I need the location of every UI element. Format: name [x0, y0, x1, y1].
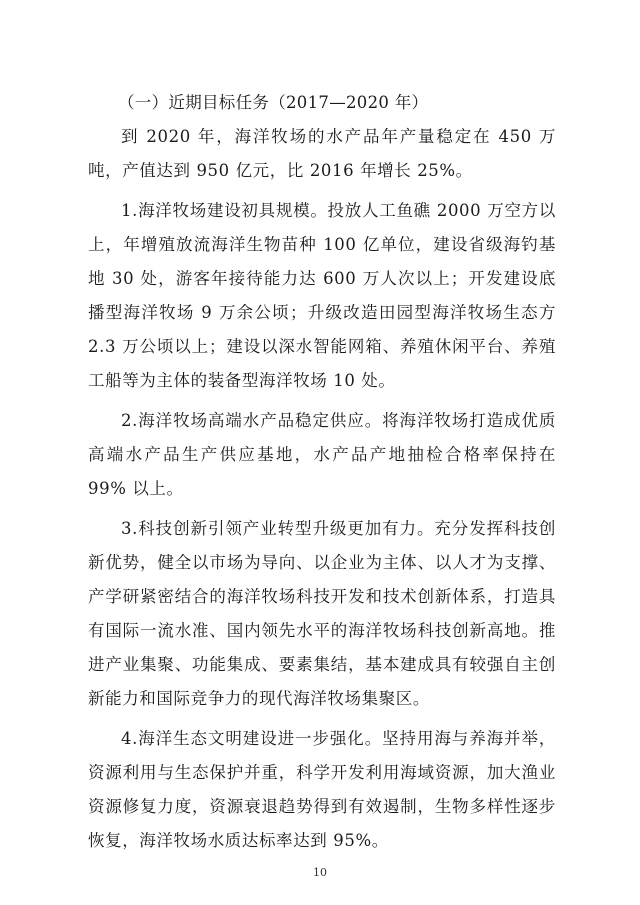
- document-body: [88, 86, 556, 858]
- paragraph-item-4: 4.海洋生态文明建设进一步强化。坚持用海与养海并举，资源利用与生态保护并重，科学开发利用海域资源，加大渔业资源修复力度，资源衰退趋势得到有效遏制，生物多样性逐步恢复，海洋牧场水质达标率达到 95%。: [88, 729, 556, 850]
- section-heading: （一）近期目标任务（2017—2020 年）: [118, 93, 429, 112]
- paragraph-overview: 到 2020 年，海洋牧场的水产品年产量稳定在 450 万吨，产值达到 950 亿元，比 2016 年增长 25%。: [88, 127, 556, 180]
- paragraph-item-2: 2.海洋牧场高端水产品稳定供应。将海洋牧场打造成优质高端水产品生产供应基地，水产品产地抽检合格率保持在 99% 以上。: [88, 411, 556, 498]
- page-number: 10: [313, 866, 327, 879]
- paragraph-item-3: 3.科技创新引领产业转型升级更加有力。充分发挥科技创新优势，健全以市场为导向、以企业为主体、以人才为支撑、产学研紧密结合的海洋牧场科技开发和技术创新体系，打造具有国际一流水准、国内领先水平的海洋牧场科技创新高地。推进产业集聚、功能集成、要素集结，基本建成具有较强自主创新能力和国际竞争力的现代海洋牧场集聚区。: [88, 519, 556, 708]
- paragraph-item-1: 1.海洋牧场建设初具规模。投放人工鱼礁 2000 万空方以上，年增殖放流海洋生物苗种 100 亿单位，建设省级海钓基地 30 处，游客年接待能力达 600 万人次以上；开发建设底播型海洋牧场 9 万余公顷；升级改造田园型海洋牧场生态方 2.3 万公顷以上；建设以深水智能网箱、养殖休闲平台、养殖工船等为主体的装备型海洋牧场 10 处。: [88, 201, 556, 390]
